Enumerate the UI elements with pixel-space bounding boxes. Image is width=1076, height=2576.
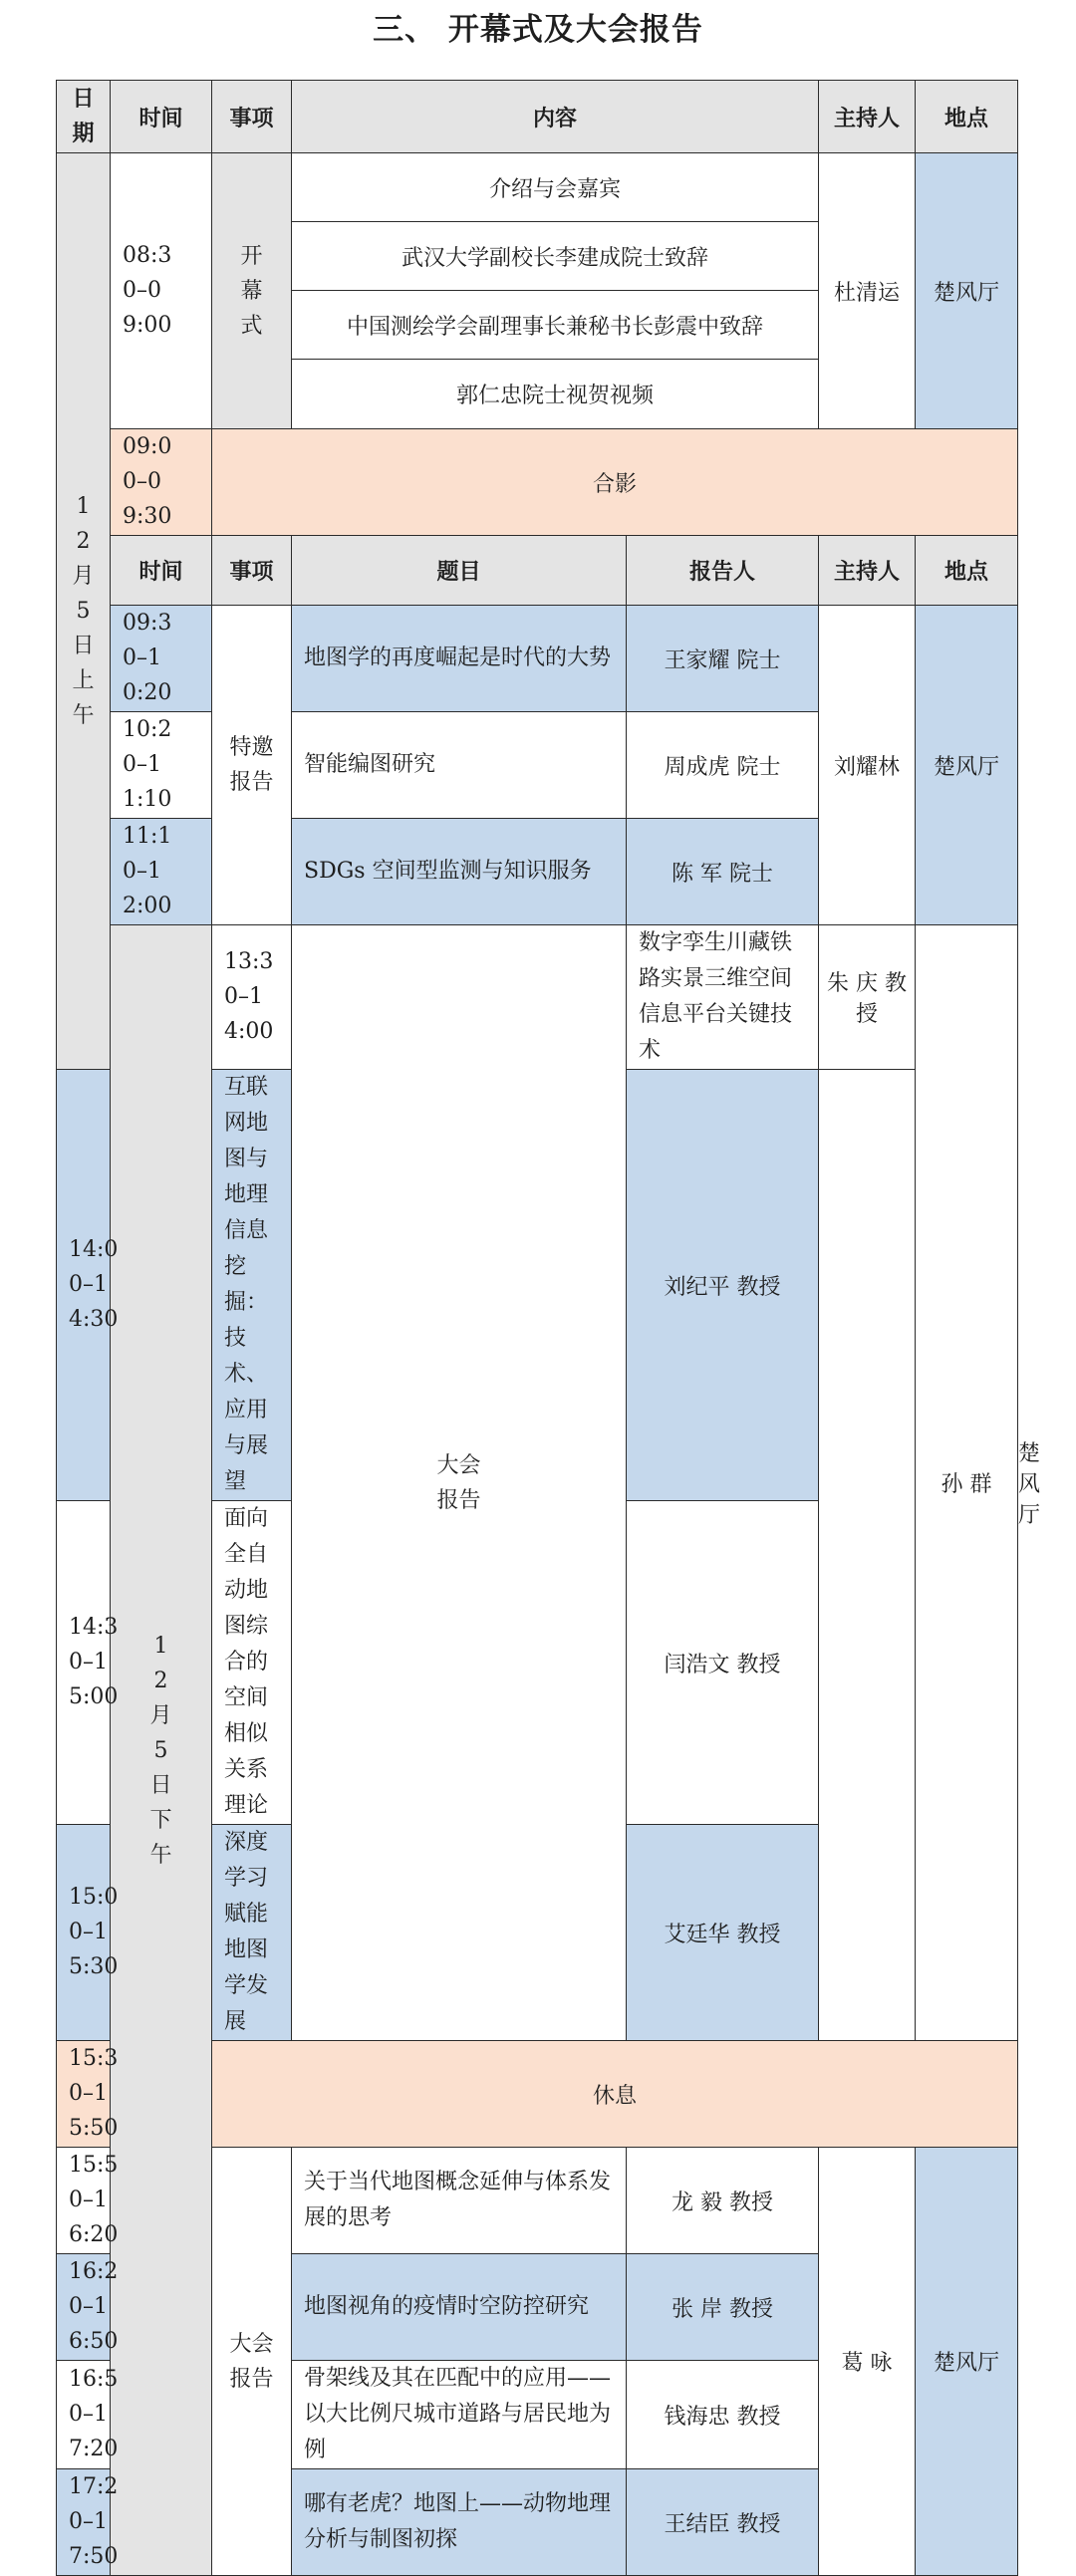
s2-time-1: 15:50–16:20 <box>57 2148 111 2254</box>
photo-time: 09:00–09:30 <box>111 429 212 536</box>
subheader-item: 事项 <box>212 536 292 606</box>
subheader-host: 主持人 <box>819 536 916 606</box>
opening-time: 08:30–09:00 <box>111 153 212 429</box>
s2-venue: 楚风厅 <box>916 2148 1018 2576</box>
s1-topic-2: 互联网地图与地理信息挖掘：技术、应用与展望 <box>212 1070 292 1501</box>
date-morning: 12月5日上午 <box>57 153 111 1070</box>
subheader-speaker: 报告人 <box>627 536 819 606</box>
date-afternoon: 12月5日下午 <box>111 925 212 2576</box>
header-time: 时间 <box>111 81 212 153</box>
s2-topic-1: 关于当代地图概念延伸与体系发展的思考 <box>292 2148 627 2254</box>
photo-label: 合影 <box>212 429 1018 536</box>
s1-topic-3: 面向全自动地图综合的空间相似关系理论 <box>212 1501 292 1825</box>
invited-time-3: 11:10–12:00 <box>111 819 212 925</box>
subheader-row <box>57 536 1018 606</box>
s1-time-2: 14:00–14:30 <box>57 1070 111 1501</box>
s2-speaker-4: 王结臣 教授 <box>627 2469 819 2576</box>
s1-time-3: 14:30–15:00 <box>57 1501 111 1825</box>
s2-host: 葛 咏 <box>819 2148 916 2576</box>
table-row <box>57 606 1018 712</box>
s2-speaker-1: 龙 毅 教授 <box>627 2148 819 2254</box>
s2-topic-4: 哪有老虎？地图上——动物地理分析与制图初探 <box>292 2469 627 2576</box>
s1-speaker-4: 艾廷华 教授 <box>627 1825 819 2041</box>
s1-host: 孙 群 <box>916 925 1018 2041</box>
subheader-venue: 地点 <box>916 536 1018 606</box>
subheader-time: 时间 <box>111 536 212 606</box>
invited-topic-1: 地图学的再度崛起是时代的大势 <box>292 606 627 712</box>
break-label: 休息 <box>212 2041 1018 2148</box>
subheader-topic: 题目 <box>292 536 627 606</box>
s2-item: 大会报告 <box>212 2148 292 2576</box>
s1-item: 大会报告 <box>292 925 627 2041</box>
invited-topic-2: 智能编图研究 <box>292 712 627 819</box>
table-row: 12月5日下午 13:30–14:00 大会报告 数字孪生川藏铁路实景三维空间信息平台关键技术 朱 庆 教授 孙 群 楚风厅 <box>57 925 1018 1070</box>
s2-time-2: 16:20–16:50 <box>57 2254 111 2361</box>
s2-time-4: 17:20–17:50 <box>57 2469 111 2576</box>
opening-host: 杜清运 <box>819 153 916 429</box>
header-date: 日期 <box>57 81 111 153</box>
opening-content-3: 中国测绘学会副理事长兼秘书长彭震中致辞 <box>292 291 819 360</box>
schedule-table <box>56 80 1041 2576</box>
opening-venue: 楚风厅 <box>916 153 1018 429</box>
invited-speaker-3: 陈 军 院士 <box>627 819 819 925</box>
invited-topic-3: SDGs 空间型监测与知识服务 <box>292 819 627 925</box>
s1-speaker-2: 刘纪平 教授 <box>627 1070 819 1501</box>
opening-item: 开幕式 <box>212 153 292 429</box>
s1-topic-1: 数字孪生川藏铁路实景三维空间信息平台关键技术 <box>627 925 819 1070</box>
photo-row <box>57 429 1018 536</box>
header-host: 主持人 <box>819 81 916 153</box>
break-time: 15:30–15:50 <box>57 2041 111 2148</box>
s2-topic-3: 骨架线及其在匹配中的应用——以大比例尺城市道路与居民地为例 <box>292 2361 627 2469</box>
s1-topic-4: 深度学习赋能地图学发展 <box>212 1825 292 2041</box>
invited-host: 刘耀林 <box>819 606 916 925</box>
s2-speaker-2: 张 岸 教授 <box>627 2254 819 2361</box>
header-item: 事项 <box>212 81 292 153</box>
header-venue: 地点 <box>916 81 1018 153</box>
s2-time-3: 16:50–17:20 <box>57 2361 111 2469</box>
invited-time-1: 09:30–10:20 <box>111 606 212 712</box>
opening-content-2: 武汉大学副校长李建成院士致辞 <box>292 222 819 291</box>
s2-topic-2: 地图视角的疫情时空防控研究 <box>292 2254 627 2361</box>
invited-speaker-2: 周成虎 院士 <box>627 712 819 819</box>
invited-venue: 楚风厅 <box>916 606 1018 925</box>
invited-item: 特邀报告 <box>212 606 292 925</box>
s1-speaker-3: 闫浩文 教授 <box>627 1501 819 1825</box>
opening-row <box>57 153 1018 222</box>
s2-speaker-3: 钱海忠 教授 <box>627 2361 819 2469</box>
page-title: 三、 开幕式及大会报告 <box>373 12 703 48</box>
opening-content-1: 介绍与会嘉宾 <box>292 153 819 222</box>
invited-speaker-1: 王家耀 院士 <box>627 606 819 712</box>
s1-speaker-1: 朱 庆 教授 <box>819 925 916 1070</box>
invited-time-2: 10:20–11:10 <box>111 712 212 819</box>
s1-time-4: 15:00–15:30 <box>57 1825 111 2041</box>
header-content: 内容 <box>292 81 819 153</box>
opening-content-4: 郭仁忠院士视贺视频 <box>292 360 819 429</box>
s1-time-1: 13:30–14:00 <box>212 925 292 1070</box>
header-row <box>57 81 1018 153</box>
